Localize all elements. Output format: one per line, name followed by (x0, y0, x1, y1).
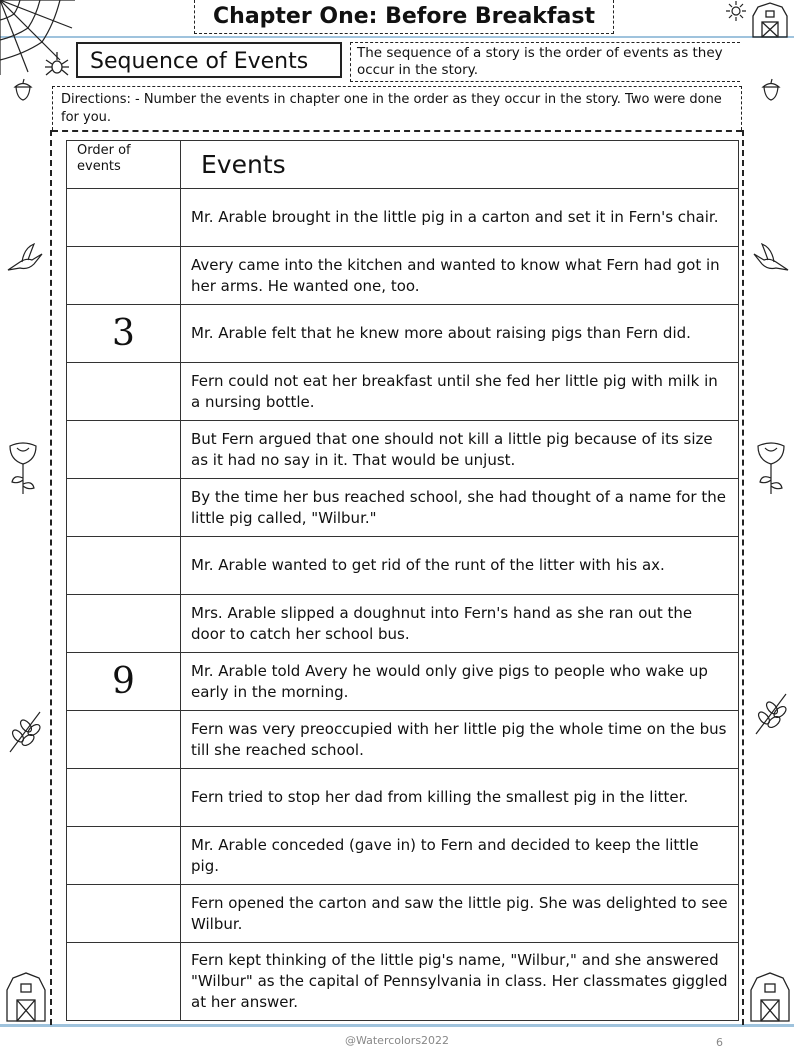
table-header-row (67, 141, 739, 189)
table-row (67, 885, 739, 943)
directions-text: Directions: - Number the events in chapter one in the order as they occur in the story. Two were done for you. (52, 86, 742, 130)
right-dashed-border (742, 130, 744, 1025)
order-number-cell[interactable] (67, 827, 181, 885)
barn-icon (4, 972, 48, 1022)
wheat-icon (752, 690, 790, 736)
table-row (67, 305, 739, 363)
spider-icon (44, 52, 70, 78)
table-row (67, 479, 739, 537)
definition-text: The sequence of a story is the order of events as they occur in the story. (350, 42, 740, 82)
event-text-cell: Mr. Arable felt that he knew more about raising pigs than Fern did. (181, 305, 739, 363)
order-number-cell[interactable]: 9 (67, 653, 181, 711)
order-number-cell[interactable] (67, 247, 181, 305)
rose-icon (6, 440, 40, 496)
table-row (67, 189, 739, 247)
order-number-cell[interactable] (67, 943, 181, 1021)
order-number-cell[interactable] (67, 479, 181, 537)
event-text-cell: Mrs. Arable slipped a doughnut into Fern's hand as she ran out the door to catch her school bus. (181, 595, 739, 653)
order-column-header: Order of events (67, 141, 181, 189)
event-text-cell: Fern kept thinking of the little pig's name, "Wilbur," and she answered "Wilbur" as the capital of Pennsylvania in class. Her classmates giggled at her answer. (181, 943, 739, 1021)
table-row (67, 247, 739, 305)
footer-credit: @Watercolors2022 (344, 1034, 450, 1047)
hummingbird-icon (752, 240, 790, 278)
hummingbird-icon (6, 240, 44, 278)
event-text-cell: By the time her bus reached school, she had thought of a name for the little pig called, "Wilbur." (181, 479, 739, 537)
barn-icon (748, 972, 792, 1022)
table-row (67, 827, 739, 885)
event-text-cell: Avery came into the kitchen and wanted to know what Fern had got in her arms. He wanted one, too. (181, 247, 739, 305)
event-text-cell: Mr. Arable conceded (gave in) to Fern and decided to keep the little pig. (181, 827, 739, 885)
section-title: Sequence of Events (76, 42, 342, 78)
table-row (67, 595, 739, 653)
acorn-icon (760, 78, 782, 102)
left-dashed-border (50, 130, 52, 1025)
event-text-cell: Mr. Arable told Avery he would only give pigs to people who wake up early in the morning. (181, 653, 739, 711)
events-column-header: Events (181, 141, 739, 189)
chapter-title: Chapter One: Before Breakfast (194, 0, 614, 34)
order-number-cell[interactable] (67, 363, 181, 421)
top-border (0, 36, 794, 40)
order-number-cell[interactable] (67, 421, 181, 479)
order-number-cell[interactable] (67, 595, 181, 653)
table-row (67, 537, 739, 595)
table-row (67, 363, 739, 421)
sun-icon (725, 0, 747, 22)
event-text-cell: Fern could not eat her breakfast until she fed her little pig with milk in a nursing bottle. (181, 363, 739, 421)
page-number: 6 (716, 1036, 723, 1049)
event-text-cell: Fern opened the carton and saw the little pig. She was delighted to see Wilbur. (181, 885, 739, 943)
order-number-cell[interactable] (67, 537, 181, 595)
barn-icon (750, 2, 790, 38)
rose-icon (754, 440, 788, 496)
table-row (67, 943, 739, 1021)
table-row (67, 711, 739, 769)
events-table (66, 140, 739, 1021)
table-row (67, 653, 739, 711)
order-number-cell[interactable] (67, 189, 181, 247)
order-number-cell[interactable] (67, 769, 181, 827)
event-text-cell: Mr. Arable wanted to get rid of the runt of the litter with his ax. (181, 537, 739, 595)
bottom-border (0, 1024, 794, 1027)
table-row (67, 769, 739, 827)
acorn-icon (12, 78, 34, 102)
wheat-icon (6, 708, 44, 754)
event-text-cell: But Fern argued that one should not kill a little pig because of its size as it had no say in it. That would be unjust. (181, 421, 739, 479)
order-number-cell[interactable] (67, 711, 181, 769)
order-number-cell[interactable]: 3 (67, 305, 181, 363)
event-text-cell: Mr. Arable brought in the little pig in a carton and set it in Fern's chair. (181, 189, 739, 247)
event-text-cell: Fern was very preoccupied with her little pig the whole time on the bus till she reached school. (181, 711, 739, 769)
table-row (67, 421, 739, 479)
directions-underline (52, 130, 742, 132)
order-number-cell[interactable] (67, 885, 181, 943)
event-text-cell: Fern tried to stop her dad from killing the smallest pig in the litter. (181, 769, 739, 827)
